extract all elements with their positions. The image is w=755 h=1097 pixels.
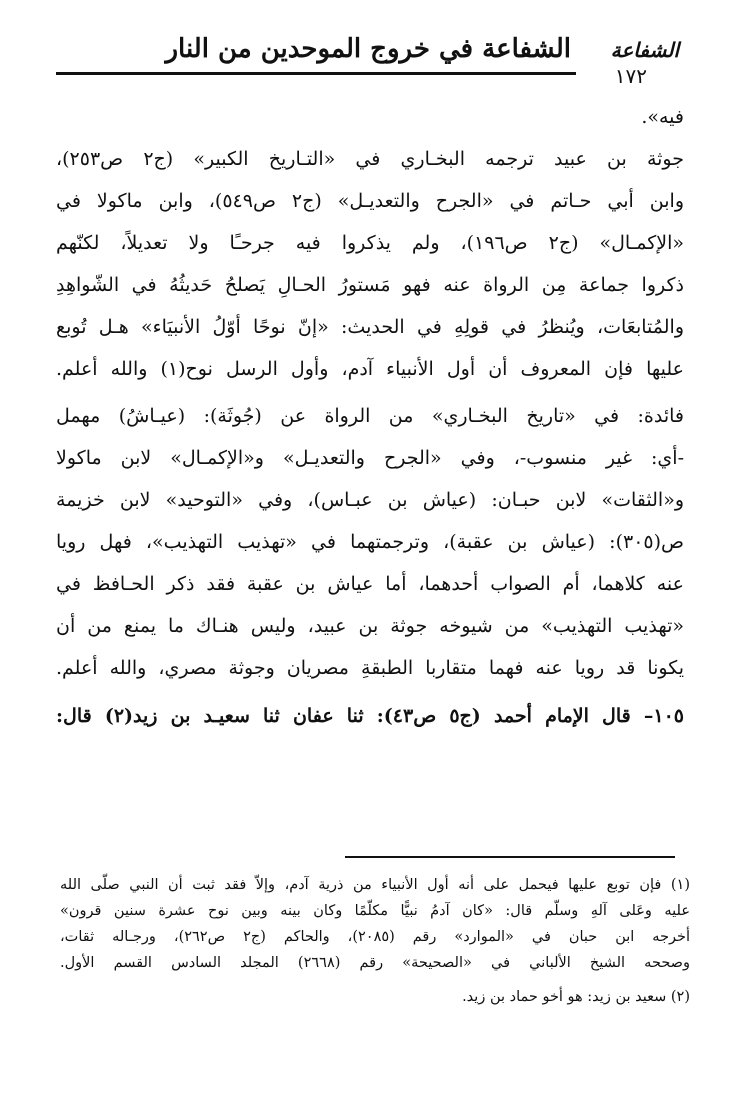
text-line: و«الثقات» لابن حبـان: (عياش بن عبـاس)، وفي «التوحيد» لابن خزيمة	[56, 489, 684, 511]
header-rule	[56, 72, 576, 75]
text-line: والمُتابعَات، ويُنظرُ في قولِهِ في الحديث: «إنّ نوحًا أوّلُ الأنبيَاء» هـل تُوبع	[56, 316, 684, 338]
footnote-line: (٢) سعيد بن زيد: هو أخو حماد بن زيد.	[462, 989, 690, 1005]
text-line: ص(٣٠٥): (عياش بن عقبة)، وترجمتهما في «تهذيب التهذيب»، فهل رويا	[56, 531, 684, 553]
footnote-line: عليه وعَلى آلهِ وسلّم قال: «كان آدمُ نبيًّا مكلّمًا وكان بينه وبين نوح عشرة سنين قرون»	[60, 903, 690, 919]
page-number: ١٧٢	[614, 64, 647, 88]
text-line: عنه كلاهما، أم الصواب أحدهما، أما عياش بن عقبة فقد ذكر الحـافظ في	[56, 573, 684, 595]
text-line: وابن أبي حـاتم في «الجرح والتعديـل» (ج٢ ص٥٤٩)، وابن ماكولا في	[56, 190, 684, 212]
text-line: فيه».	[641, 106, 684, 128]
hadith-105-line: ١٠٥– قال الإمام أحمد (ج٥ ص٤٣): ثنا عفان ثنا سعيـد بن زيد(٢) قال:	[56, 705, 684, 727]
main-text	[56, 96, 684, 737]
footnote-line: أخرجه ابن حبان في «الموارد» رقم (٢٠٨٥)، والحاكم (ج٢ ص٢٦٢)، ورجـاله ثقات،	[60, 929, 690, 945]
book-title-tag: الشفاعة	[610, 38, 679, 62]
text-line: ذكروا جماعة مِن الرواة عنه فهو مَستورُ الحـالِ يَصلحُ حَديثُهُ في الشّواهِدِ	[56, 274, 684, 296]
text-line-fawaid: فائدة: في «تاريخ البخـاري» من الرواة عن (جُوثَة): (عيـاشُ) مهمل	[56, 405, 684, 427]
text-line: -أي: غير منسوب-، وفي «الجرح والتعديـل» و«الإكمـال» لابن ماكولا	[56, 447, 684, 469]
running-title: الشفاعة في خروج الموحدين من النار	[165, 34, 571, 64]
text-line: جوثة بن عبيد ترجمه البخـاري في «التـاريخ الكبير» (ج٢ ص٢٥٣)،	[56, 148, 684, 170]
footnote-line: وصححه الشيخ الألباني في «الصحيحة» رقم (٢٦٦٨) المجلد السادس القسم الأول.	[60, 955, 690, 971]
footnote-line: (١) فإن توبع عليها فيحمل على أنه أول الأنبياء من ذرية آدم، وإلاّ فقد ثبت أن النبي صلّى الله	[60, 877, 690, 893]
text-line: عليها فإن المعروف أن أول الأنبياء آدم، وأول الرسل نوح(١) والله أعلم.	[56, 358, 684, 380]
text-line: «تهذيب التهذيب» من شيوخه جوثة بن عبيد، وليس هنـاك ما يمنع من أن	[56, 615, 684, 637]
footnote-rule	[345, 856, 675, 858]
page-header	[56, 20, 681, 90]
text-line: «الإكمـال» (ج٢ ص١٩٦)، ولم يذكروا فيه جرحـًا ولا تعديلاً، لكنّهم	[56, 232, 684, 254]
text-line: يكونا قد رويا عنه فهما متقاربا الطبقةِ مصريان وجوثة مصري، والله أعلم.	[56, 657, 684, 679]
footnotes	[60, 872, 690, 1010]
